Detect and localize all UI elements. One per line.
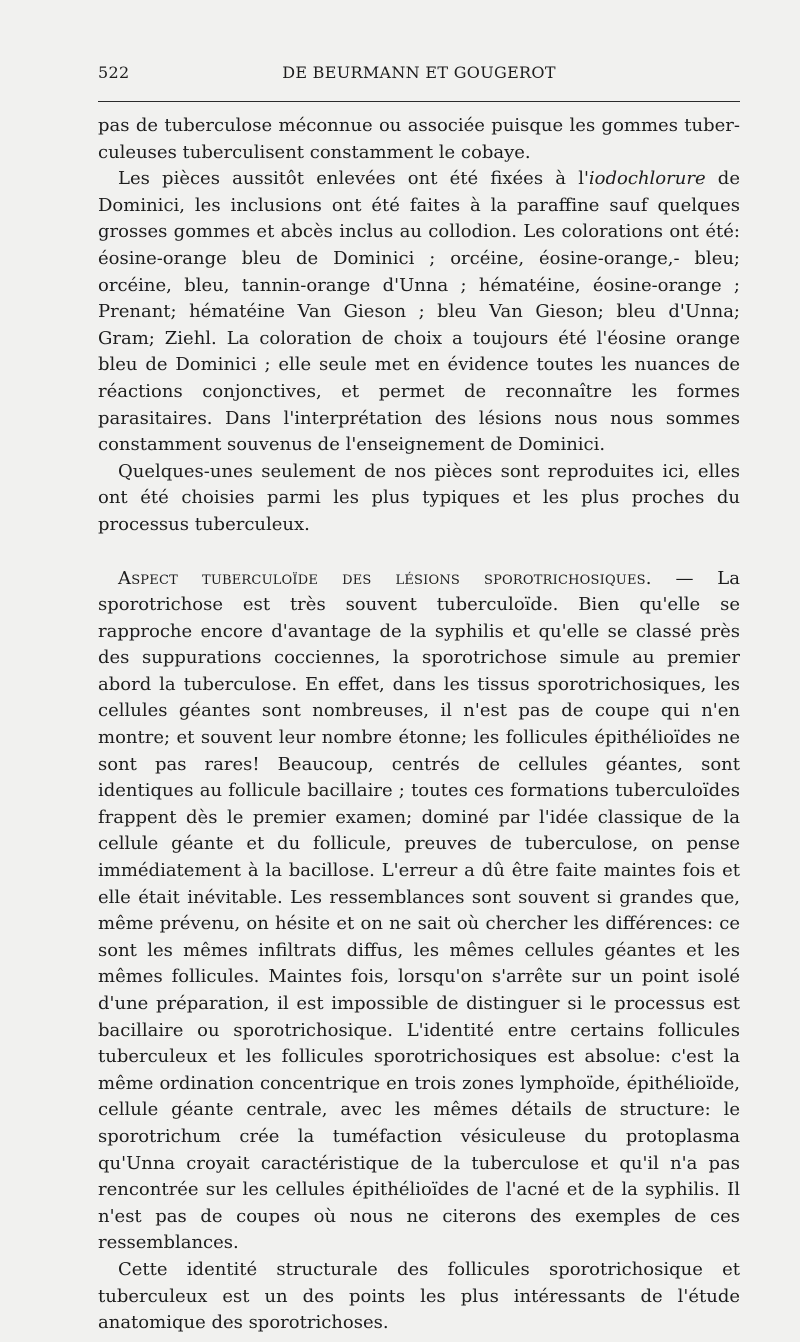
body-text [98, 113, 740, 1337]
header-rule [98, 101, 740, 102]
running-title: DE BEURMANN ET GOUGEROT [282, 63, 556, 82]
paragraph-selection: Quelques-unes seulement de nos pièces sont reproduites ici, elles ont été choisies parmi les plus typiques et les plus proches du processus tuberculeux. [98, 460, 740, 535]
paragraph-methods-start: Les pièces aussitôt enlevées ont été fixées à l' [118, 168, 589, 190]
paragraph-methods-rest: de Dominici, les inclusions ont été faites à la paraffine sauf quelques grosses gommes et abcès inclus au collodion. Les colorations ont été: éosine-orange bleu de Dominici ; orcéine, éosine-orange,- bleu; orcéine, bleu, tannin-orange d'Unna ; hématéine, éosine-orange ; Prenant; hématéine Van Gieson ; bleu Van Gieson; bleu d'Unna; Gram; Ziehl. La coloration de choix a toujours été l'éosine orange bleu de Dominici ; elle seule met en évidence toutes les nuances de réactions conjonctives, et permet de reconnaître les formes parasitaires. Dans l'interprétation des lésions nous nous sommes constamment souvenus de l'enseignement de Dominici. [98, 168, 740, 456]
paragraph-conclusion: Cette identité structurale des follicules sporotrichosique et tuberculeux est un des points les plus intéressants de l'étude anatomique des sporotrichoses. [98, 1258, 740, 1334]
page-number: 522 [98, 63, 130, 82]
paragraph-section-body: — La sporotrichose est très souvent tuberculoïde. Bien qu'elle se rapproche encore d'avantage de la syphilis et qu'elle se classé près des suppurations cocciennes, la sporotrichose simule au premier abord la tuberculose. En effet, dans les tissus sporotrichosiques, les cellules géantes sont nombreuses, il n'est pas de coupe qui n'en montre; et souvent leur nombre étonne; les follicules épithélioïdes ne sont pas rares! Beaucoup, centrés de cellules géantes, sont identiques au follicule bacillaire ; toutes ces formations tuberculoïdes frappent dès le premier examen; dominé par l'idée classique de la cellule géante et du follicule, preuves de tuberculose, on pense immédiatement à la bacillose. L'erreur a dû être faite maintes fois et elle était inévitable. Les ressemblances sont souvent si grandes que, même prévenu, on hésite et on ne sait où chercher les différences: ce sont les mêmes infiltrats diffus, les mêmes cellules géantes et les mêmes follicules. Maintes fois, lorsqu'on s'arrête sur un point isolé d'une préparation, il est impossible de distinguer si le processus est bacillaire ou sporotrichosique. L'identité entre certains follicules tuberculeux et les follicules sporotrichosiques est absolue: c'est la même ordination concentrique en trois zones lymphoïde, épithélioïde, cellule géante centrale, avec les mêmes détails de structure: le sporotrichum crée la tuméfaction vésiculeuse du protoplasma qu'Unna croyait caractéristique de la tuberculose et qu'il n'a pas rencontrée sur les cellules épithélioïdes de l'acné et de la syphilis. Il n'est pas de coupes où nous ne citerons des exemples de ces ressemblances. [98, 567, 740, 1254]
paragraph-section [98, 566, 740, 1257]
paragraph-methods [98, 166, 740, 459]
italic-term: iodochlorure [588, 168, 706, 190]
section-gap [98, 539, 740, 566]
section-heading: Aspect tuberculoïde des lésions sporotrichosiques. [118, 567, 652, 589]
page-header [98, 60, 740, 86]
paragraph-continuation: pas de tuberculose méconnue ou associée puisque les gommes tuber-culeuses tuberculisent constamment le cobaye. [98, 115, 740, 163]
